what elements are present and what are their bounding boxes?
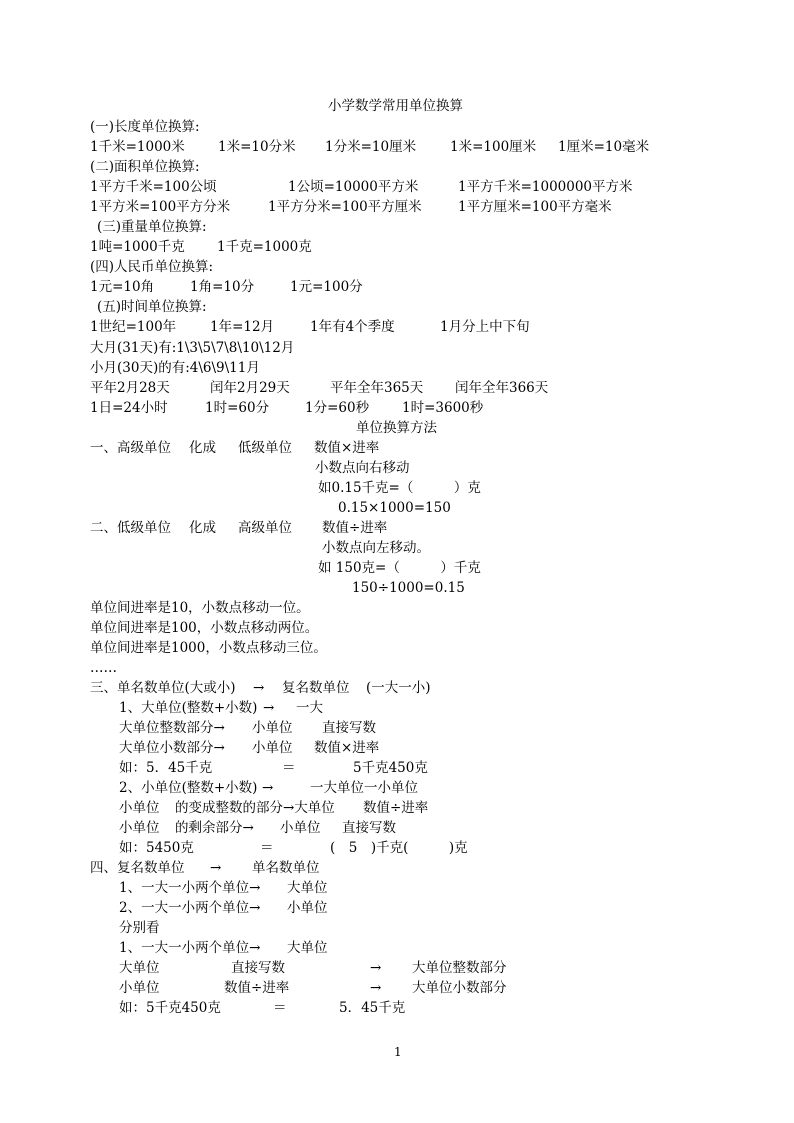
three-s1: 1、大单位(整数+小数) [119,700,258,716]
three-s2b: 小单位 [119,820,160,836]
weight-heading: (三)重量单位换算: [97,219,207,235]
time-item: 1年有4个季度 [310,319,395,335]
three-s2b: 直接写数 [342,820,396,836]
method-four-part: 四、复名数单位 [90,860,185,876]
three-s2a: 小单位 [119,800,160,816]
doc-title: 小学数学常用单位换算 [328,98,463,114]
three-s1b: 小单位 [252,740,293,756]
three-s2-example: ( 5 )千克( )克 [330,840,468,856]
three-s1-example: 如：5．45千克 [119,760,213,776]
three-s2: 一大单位一小单位 [310,780,418,796]
area-heading: (二)面积单位换算: [90,159,200,175]
time-item: 1月分上中下旬 [440,319,530,335]
hour-item: 1日=24小时 [90,400,168,416]
time-item: 1世纪=100年 [90,319,177,335]
money-item: 1元=100分 [290,279,363,295]
three-s1: 一大 [296,700,323,716]
time-item: 1年=12月 [210,319,275,335]
method-one-part: 一、高级单位 [90,440,171,456]
method-one-example: 如0.15千克=（ ）克 [318,480,481,496]
four-row: 大单位 [119,960,160,976]
four-line: 小单位 [287,900,328,916]
equals-sign: ＝ [282,760,296,776]
year-item: 平年全年365天 [330,380,424,396]
time-heading: (五)时间单位换算: [97,299,207,315]
method-heading: 单位换算方法 [356,420,437,436]
area-item: 1平方千米=100公顷 [90,179,217,195]
money-item: 1元=10角 [90,279,155,295]
three-s2a: 数值÷进率 [363,800,429,816]
length-item: 1米=10分米 [218,139,296,155]
four-example: 如：5千克450克 [119,1000,221,1016]
method-two-note: 小数点向左移动。 [322,540,430,556]
method-one-part: 数值×进率 [314,440,380,456]
three-s1a: 直接写数 [322,720,376,736]
method-two-part: 高级单位 [238,520,292,536]
method-two-calc: 150÷1000=0.15 [352,580,465,596]
three-s2: 2、小单位(整数+小数) [119,780,258,796]
four-row: 小单位 [119,980,160,996]
small-month-line: 小月(30天)的有:4\6\9\11月 [90,360,260,376]
year-item: 闰年2月29天 [210,380,290,396]
area-item: 1公顷=10000平方米 [288,179,419,195]
arrow-icon: → [210,860,222,876]
money-heading: (四)人民币单位换算: [90,259,214,275]
year-item: 闰年全年366天 [455,380,549,396]
length-item: 1厘米=10毫米 [558,139,650,155]
arrow-icon: → [253,680,265,696]
method-two-part: 二、低级单位 [90,520,171,536]
four-row: 大单位小数部分 [412,980,507,996]
ellipsis: …… [90,660,117,676]
equals-sign: ＝ [260,840,274,856]
length-heading: (一)长度单位换算: [90,119,200,135]
hour-item: 1时=60分 [205,400,270,416]
page-number: 1 [394,1045,402,1059]
length-item: 1分米=10厘米 [325,139,417,155]
hour-item: 1分=60秒 [305,400,370,416]
four-row: 直接写数 [231,960,285,976]
four-line: 2、一大一小两个单位→ [119,900,261,916]
weight-item: 1吨=1000千克 [90,239,185,255]
three-s2-example: 如：5450克 [119,840,194,856]
three-s1b: 数值×进率 [314,740,380,756]
area-item: 1平方分米=100平方厘米 [268,199,422,215]
three-s1a: 大单位整数部分→ [119,720,225,736]
three-s2b: 的剩余部分→ [175,820,254,836]
rate-line: 单位间进率是1000，小数点移动三位。 [90,640,327,656]
three-s1a: 小单位 [252,720,293,736]
arrow-icon: → [262,780,274,796]
year-item: 平年2月28天 [90,380,170,396]
four-row: 大单位整数部分 [412,960,507,976]
rate-line: 单位间进率是100，小数点移动两位。 [90,620,319,636]
money-item: 1角=10分 [190,279,255,295]
method-four-part: 单名数单位 [252,860,320,876]
area-item: 1平方米=100平方分米 [90,199,231,215]
three-s2a: 的变成整数的部分→大单位 [175,800,335,816]
method-one-calc: 0.15×1000=150 [338,500,451,516]
four-line: 大单位 [287,940,328,956]
method-three-part: (一大一小) [366,680,431,696]
method-one-part: 低级单位 [238,440,292,456]
weight-item: 1千克=1000克 [217,239,312,255]
four-line: 1、一大一小两个单位→ [119,880,261,896]
four-example: 5．45千克 [339,1000,406,1016]
four-row: 数值÷进率 [224,980,290,996]
three-s1b: 大单位小数部分→ [119,740,225,756]
method-three-part: 复名数单位 [282,680,350,696]
area-item: 1平方厘米=100平方毫米 [458,199,612,215]
method-one-part: 化成 [189,440,216,456]
length-item: 1米=100厘米 [450,139,537,155]
arrow-icon: → [370,980,382,996]
three-s2b: 小单位 [280,820,321,836]
four-line: 大单位 [287,880,328,896]
hour-item: 1时=3600秒 [402,400,484,416]
arrow-icon: → [370,960,382,976]
three-s1-example: 5千克450克 [353,760,428,776]
method-two-part: 数值÷进率 [322,520,388,536]
equals-sign: ＝ [273,1000,287,1016]
arrow-icon: → [263,700,275,716]
length-item: 1千米=1000米 [90,139,185,155]
area-item: 1平方千米=1000000平方米 [458,179,633,195]
rate-line: 单位间进率是10，小数点移动一位。 [90,600,310,616]
four-line: 1、一大一小两个单位→ [119,940,261,956]
method-three-part: 三、单名数单位(大或小) [90,680,236,696]
method-two-example: 如 150克=（ ）千克 [318,560,481,576]
method-two-part: 化成 [189,520,216,536]
four-separator: 分别看 [119,920,160,936]
method-one-note: 小数点向右移动 [315,460,410,476]
big-month-line: 大月(31天)有:1\3\5\7\8\10\12月 [90,340,295,356]
